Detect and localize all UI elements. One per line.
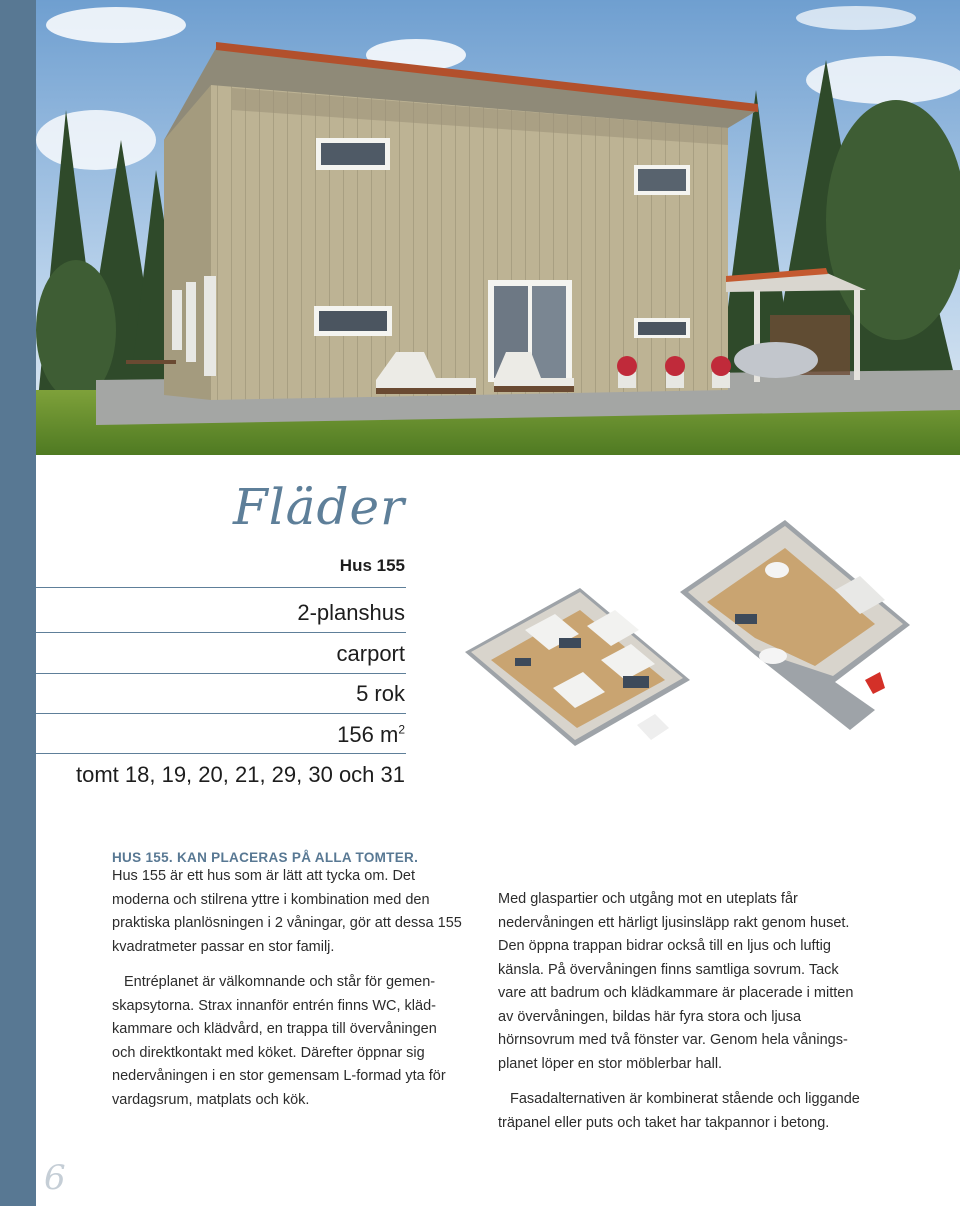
left-paragraph: Entréplanet är välkomnande och står för gemenskapsytorna. Strax innanför entrén finns WC, klädkammare och klädvård, en trappa till övervåningen och direktkontakt med köket. Därefter öppnar sig nedervåningen i en stor gemensam L-formad yta för vardagsrum, matplats och kök. [112,974,446,1108]
spec-divider [36,587,406,588]
spec-divider [36,713,406,714]
spec-area-superscript: 2 [398,722,405,737]
house-exterior-image [36,0,960,455]
spec-area-value: 156 m [337,722,399,747]
right-paragraph: Fasadalternativen är kombinerat stående och liggande träpanel eller puts och taket har takpannor i betong. [498,1091,860,1131]
left-paragraph: Hus 155 är ett hus som är lätt att tycka om. Det moderna och stilrena yttre i kombination med den praktiska planlösningen i 2 våningar, gör att dessa 155 kvadratmeter passar en stor familj. [112,868,462,955]
side-color-band [0,0,36,1206]
spec-house-type: 2-planshus [297,600,405,625]
left-text-column [112,865,462,1124]
spec-carport: carport [336,641,405,666]
section-heading: HUS 155. KAN PLACERAS PÅ ALLA TOMTER. [112,850,419,865]
spec-divider [36,632,406,633]
house-rendering [36,0,960,455]
page-number: 6 [44,1158,66,1198]
floor-plan-illustrations [455,510,925,800]
spec-area [337,722,405,748]
spec-rooms: 5 rok [356,681,405,706]
house-name-title: Fläder [233,478,405,536]
house-number: Hus 155 [339,556,405,575]
right-text-column [498,888,868,1147]
spec-divider [36,673,406,674]
spec-plots: tomt 18, 19, 20, 21, 29, 30 och 31 [75,762,405,787]
spec-divider [36,753,406,754]
lower-floor-plan [680,520,910,730]
upper-floor-plan [465,588,690,746]
right-paragraph: Med glaspartier och utgång mot en uteplats får nedervåningen ett härligt ljusinsläpp rakt genom huset. Den öppna trappan bidrar också till en ljus och luftig känsla. På övervåningen finns samtliga sovrum. Tack vare att badrum och klädkammare är placerade i mitten av övervåningen, bildas här fyra stora och ljusa hörnsovrum med två fönster var. Genom hela våningsplanet löper en stor möblerbar hall. [498,891,854,1072]
